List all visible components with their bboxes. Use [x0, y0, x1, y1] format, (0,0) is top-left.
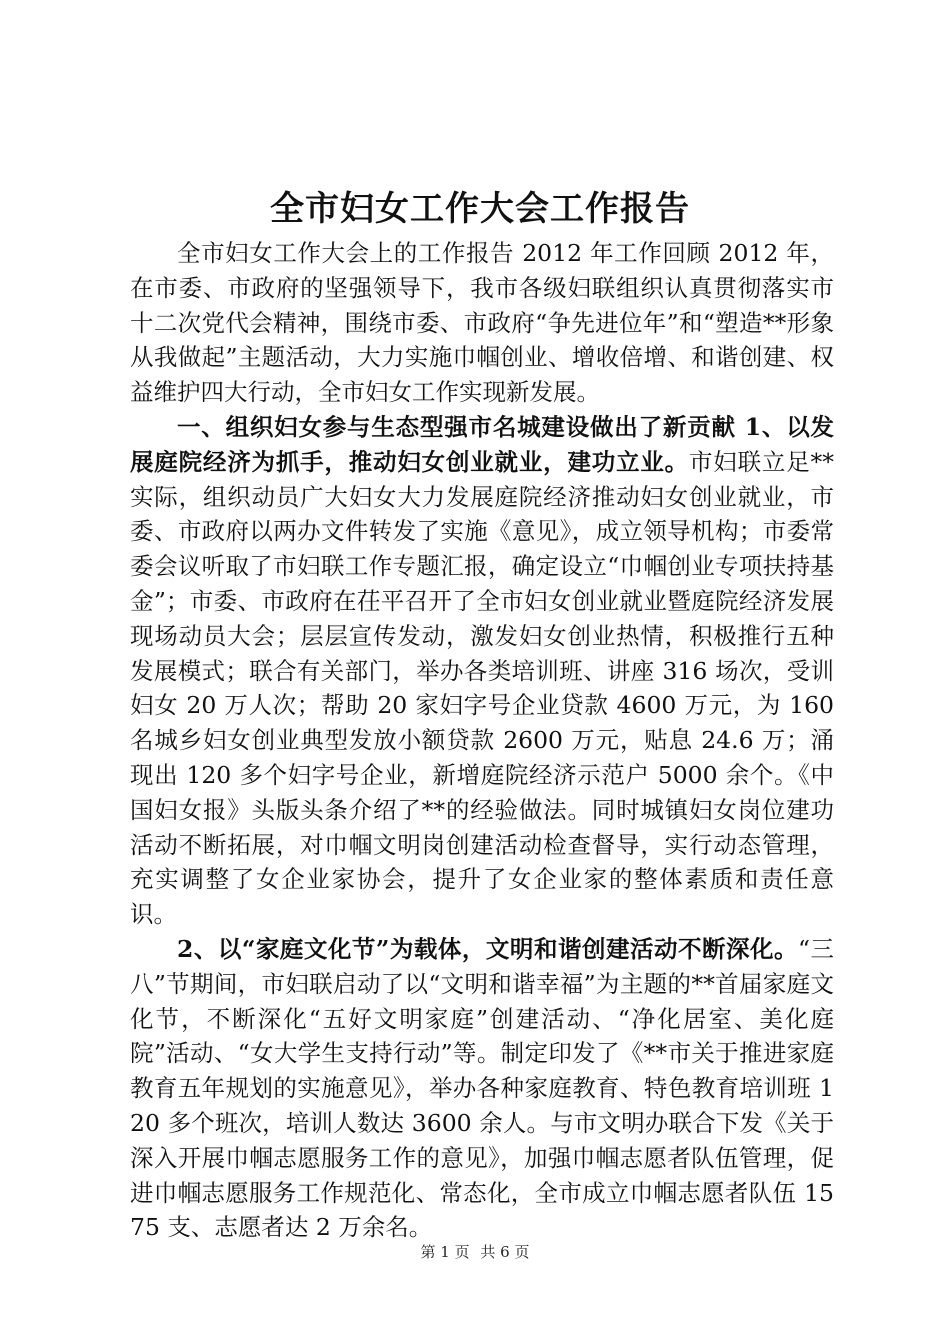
paragraph-lead: 一、组织妇女参与生态型强市名城建设做出了新贡献 1、以发展庭院经济为抓手，推动妇女创业就业，建功立业。 — [130, 412, 834, 476]
page-footer — [0, 1242, 950, 1262]
document-title: 全市妇女工作大会工作报告 — [270, 189, 690, 229]
paragraph-section-two — [130, 932, 834, 1245]
paragraph-text: 全市妇女工作大会上的工作报告 2012 年工作回顾 2012 年，在市委、市政府的坚强领导下，我市各级妇联组织认真贯彻落实市十二次党代会精神，围绕市委、市政府“争先进位年”和“塑造**形象从我做起”主题活动，大力实施巾帼创业、增收倍增、和谐创建、权益维护四大行动，全市妇女工作实现新发展。 — [130, 239, 834, 407]
page-total: 共 6 页 — [480, 1243, 530, 1261]
page-number: 第 1 页 — [420, 1243, 470, 1261]
paragraph-section-one — [130, 410, 834, 932]
paragraph-text: “三八”节期间，市妇联启动了以“文明和谐幸福”为主题的**首届家庭文化节，不断深化“五好文明家庭”创建活动、“净化居室、美化庭院”活动、“女大学生支持行动”等。制定印发了《**市关于推进家庭教育五年规划的实施意见》，举办各种家庭教育、特色教育培训班 120 多个班次，培训人数达 3600 余人。与市文明办联合下发《关于深入开展巾帼志愿服务工作的意见》，加强巾帼志愿者队伍管理，促进巾帼志愿服务工作规范化、常态化，全市成立巾帼志愿者队伍 1575 支、志愿者达 2 万余名。 — [130, 934, 835, 1242]
paragraph-text: 市妇联立足**实际，组织动员广大妇女大力发展庭院经济推动妇女创业就业，市委、市政府以两办文件转发了实施《意见》，成立领导机构；市委常委会议听取了市妇联工作专题汇报，确定设立“巾帼创业专项扶持基金”；市委、市政府在茌平召开了全市妇女创业就业暨庭院经济发展现场动员大会；层层宣传发动，激发妇女创业热情，积极推行五种发展模式；联合有关部门，举办各类培训班、讲座 316 场次，受训妇女 20 万人次；帮助 20 家妇字号企业贷款 4600 万元，为 160 名城乡妇女创业典型发放小额贷款 2600 万元，贴息 24.6 万；涌现出 120 多个妇字号企业，新增庭院经济示范户 5000 余个。《中国妇女报》头版头条介绍了**的经验做法。同时城镇妇女岗位建功活动不断拓展，对巾帼文明岗创建活动检查督导，实行动态管理，充实调整了女企业家协会，提升了女企业家的整体素质和责任意识。 — [130, 447, 835, 929]
document-body — [130, 236, 834, 1245]
paragraph-lead: 2、以“家庭文化节”为载体，文明和谐创建活动不断深化。 — [177, 934, 798, 963]
paragraph-intro — [130, 236, 834, 410]
